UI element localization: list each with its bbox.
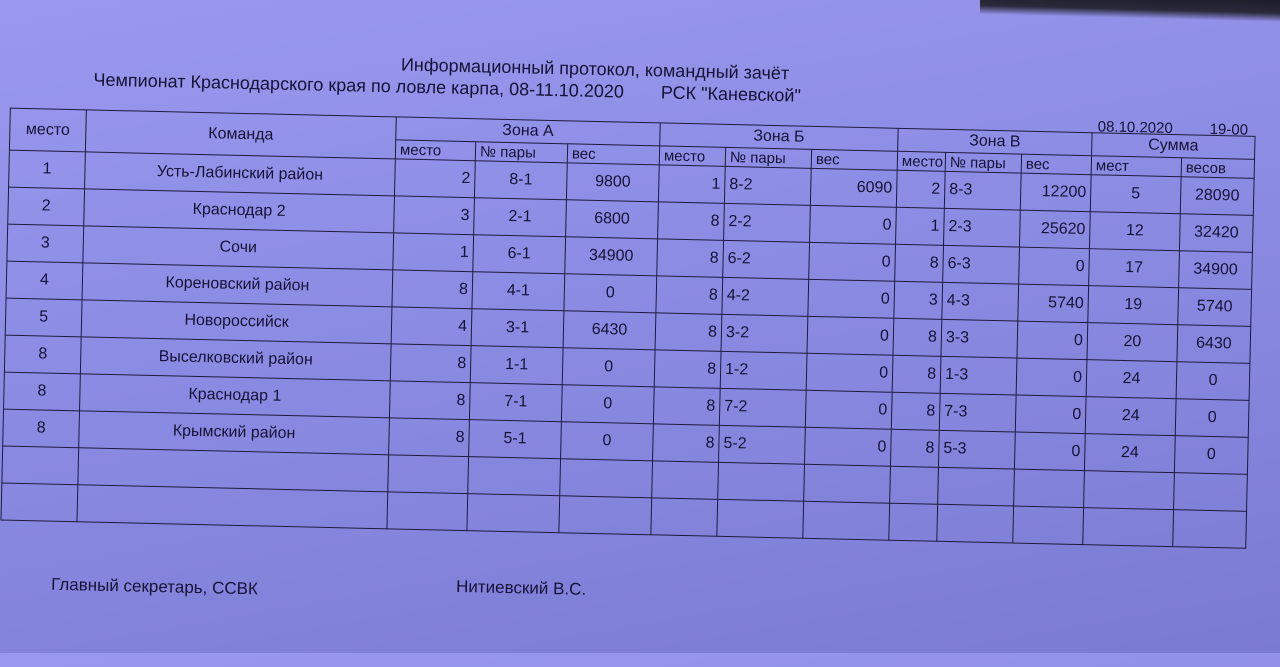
protocol-date: 08.10.2020 bbox=[1097, 118, 1173, 138]
row-zone-a-place: 8 bbox=[392, 270, 473, 309]
row-zone-b-place: 8 bbox=[653, 424, 720, 462]
row-zone-b-place: 8 bbox=[654, 350, 721, 388]
empty-cell bbox=[1174, 473, 1248, 512]
row-sum-weights: 34900 bbox=[1179, 251, 1253, 290]
header-place: место bbox=[9, 108, 86, 152]
row-zone-c-pair: 4-3 bbox=[942, 282, 1019, 321]
row-zone-b-weight: 0 bbox=[806, 353, 893, 392]
row-team: Усть-Лабинский район bbox=[85, 152, 396, 196]
row-team: Крымский район bbox=[79, 411, 390, 455]
row-sum-weights: 0 bbox=[1176, 362, 1250, 401]
row-place: 4 bbox=[6, 261, 83, 300]
row-zone-a-place: 4 bbox=[391, 307, 472, 346]
row-zone-b-pair: 6-2 bbox=[723, 240, 810, 279]
row-team: Краснодар 2 bbox=[84, 189, 395, 233]
subheader-c-weight: вес bbox=[1021, 154, 1091, 175]
row-zone-b-pair: 4-2 bbox=[722, 277, 809, 316]
subheader-a-place: место bbox=[395, 140, 475, 161]
subheader-b-pair: № пары bbox=[725, 147, 811, 168]
row-team: Сочи bbox=[83, 226, 394, 270]
row-sum-weights: 6430 bbox=[1177, 325, 1251, 364]
row-zone-c-pair: 6-3 bbox=[943, 245, 1020, 284]
empty-cell bbox=[559, 496, 652, 535]
row-team: Выселковский район bbox=[80, 337, 391, 381]
empty-cell bbox=[387, 492, 468, 531]
row-zone-c-weight: 0 bbox=[1019, 247, 1090, 286]
row-zone-a-place: 2 bbox=[394, 159, 475, 198]
row-zone-b-pair: 3-2 bbox=[721, 314, 808, 353]
empty-cell bbox=[388, 455, 469, 494]
row-sum-places: 24 bbox=[1085, 397, 1176, 436]
row-zone-a-pair: 5-1 bbox=[469, 420, 562, 459]
row-zone-a-weight: 0 bbox=[562, 348, 655, 387]
row-zone-c-place: 3 bbox=[894, 281, 943, 319]
row-zone-c-weight: 5740 bbox=[1018, 284, 1089, 323]
row-zone-c-place: 8 bbox=[895, 244, 944, 282]
row-sum-weights: 5740 bbox=[1178, 288, 1252, 327]
empty-cell bbox=[803, 501, 890, 540]
row-zone-a-pair: 2-1 bbox=[474, 198, 567, 237]
row-zone-a-weight: 0 bbox=[561, 422, 654, 461]
empty-cell bbox=[652, 461, 719, 499]
subheader-c-place: место bbox=[897, 151, 945, 171]
results-table bbox=[1, 108, 1256, 549]
empty-cell bbox=[2, 446, 79, 485]
empty-cell bbox=[1083, 508, 1174, 547]
row-zone-b-weight: 0 bbox=[807, 316, 894, 355]
row-place: 1 bbox=[9, 150, 86, 189]
row-sum-weights: 28090 bbox=[1180, 177, 1254, 216]
row-sum-places: 19 bbox=[1088, 286, 1179, 325]
row-zone-a-pair: 6-1 bbox=[473, 235, 566, 274]
row-zone-c-place: 1 bbox=[896, 207, 945, 245]
row-zone-a-weight: 34900 bbox=[565, 237, 658, 276]
row-place: 8 bbox=[4, 372, 81, 411]
row-zone-b-pair: 2-2 bbox=[724, 203, 811, 242]
row-zone-c-weight: 0 bbox=[1017, 321, 1088, 360]
row-zone-b-pair: 1-2 bbox=[720, 351, 807, 390]
row-zone-b-weight: 0 bbox=[805, 390, 892, 429]
row-zone-c-place: 8 bbox=[890, 429, 939, 467]
row-zone-c-place: 8 bbox=[892, 355, 941, 393]
empty-cell bbox=[1014, 469, 1085, 508]
row-zone-b-place: 1 bbox=[658, 165, 725, 203]
header-zone-c: Зона В bbox=[898, 128, 1092, 155]
subheader-sum-places: мест bbox=[1091, 156, 1181, 177]
secretary-name: Нитиевский В.С. bbox=[455, 576, 587, 599]
results-body bbox=[1, 150, 1254, 548]
row-zone-a-weight: 6800 bbox=[566, 200, 659, 239]
row-zone-b-pair: 8-2 bbox=[724, 166, 811, 205]
row-zone-a-place: 8 bbox=[390, 344, 471, 383]
row-place: 8 bbox=[4, 335, 81, 374]
row-zone-b-place: 8 bbox=[656, 276, 723, 314]
row-zone-b-weight: 0 bbox=[804, 427, 891, 466]
row-sum-places: 24 bbox=[1086, 360, 1177, 399]
row-zone-b-place: 8 bbox=[655, 313, 722, 351]
row-zone-c-weight: 0 bbox=[1015, 395, 1086, 434]
row-zone-a-weight: 9800 bbox=[566, 163, 659, 202]
subheader-sum-weights: весов bbox=[1181, 158, 1254, 179]
row-zone-a-pair: 1-1 bbox=[470, 346, 563, 385]
header-team: Команда bbox=[85, 110, 396, 159]
row-zone-c-weight: 25620 bbox=[1019, 210, 1090, 249]
row-place: 5 bbox=[5, 298, 82, 337]
secretary-label: Главный секретарь, ССВК bbox=[50, 574, 259, 599]
subheader-b-place: место bbox=[659, 146, 725, 166]
row-zone-a-pair: 7-1 bbox=[469, 383, 562, 422]
row-team: Краснодар 1 bbox=[80, 374, 391, 418]
row-sum-places: 20 bbox=[1087, 323, 1178, 362]
row-zone-c-place: 2 bbox=[896, 170, 945, 208]
championship-name: Чемпионат Краснодарского края по ловле карпа, 08-11.10.2020 bbox=[93, 69, 625, 102]
row-zone-a-weight: 0 bbox=[561, 385, 654, 424]
row-zone-c-pair: 2-3 bbox=[944, 208, 1021, 247]
row-sum-places: 17 bbox=[1089, 249, 1180, 288]
protocol-time: 19-00 bbox=[1209, 120, 1249, 139]
row-team: Кореновский район bbox=[82, 263, 393, 307]
row-zone-c-weight: 0 bbox=[1016, 358, 1087, 397]
subheader-a-pair: № пары bbox=[475, 142, 567, 163]
row-zone-a-place: 8 bbox=[389, 418, 470, 457]
row-zone-c-place: 8 bbox=[893, 318, 942, 356]
subheader-c-pair: № пары bbox=[945, 152, 1021, 173]
row-zone-c-pair: 5-3 bbox=[938, 430, 1015, 469]
empty-cell bbox=[889, 503, 938, 541]
row-zone-a-weight: 6430 bbox=[563, 311, 656, 350]
row-zone-a-place: 3 bbox=[394, 196, 475, 235]
row-team: Новороссийск bbox=[81, 300, 392, 344]
subheader-b-weight: вес bbox=[811, 149, 897, 170]
empty-cell bbox=[468, 457, 561, 496]
row-place: 3 bbox=[7, 224, 84, 263]
empty-cell bbox=[937, 504, 1014, 543]
row-zone-b-weight: 0 bbox=[808, 279, 895, 318]
row-zone-a-place: 8 bbox=[389, 381, 470, 420]
row-zone-a-place: 1 bbox=[393, 233, 474, 272]
row-zone-a-pair: 3-1 bbox=[471, 309, 564, 348]
empty-cell bbox=[1013, 506, 1084, 545]
row-sum-places: 24 bbox=[1084, 434, 1175, 473]
empty-cell bbox=[890, 466, 939, 504]
row-zone-c-pair: 7-3 bbox=[939, 393, 1016, 432]
subheader-a-weight: вес bbox=[567, 144, 659, 165]
document-title: Информационный протокол, командный зачёт bbox=[400, 54, 790, 84]
row-zone-a-weight: 0 bbox=[564, 274, 657, 313]
row-zone-b-place: 8 bbox=[657, 239, 724, 277]
row-zone-a-pair: 8-1 bbox=[474, 161, 567, 200]
empty-cell bbox=[938, 467, 1015, 506]
row-sum-places: 5 bbox=[1090, 175, 1181, 214]
empty-cell bbox=[560, 459, 653, 498]
empty-cell bbox=[718, 462, 805, 501]
row-place: 2 bbox=[8, 187, 85, 226]
row-zone-b-weight: 0 bbox=[809, 242, 896, 281]
row-zone-c-weight: 12200 bbox=[1020, 173, 1091, 212]
empty-cell bbox=[1173, 510, 1247, 549]
empty-cell bbox=[804, 464, 891, 503]
row-sum-weights: 32420 bbox=[1179, 214, 1253, 253]
empty-cell bbox=[717, 499, 804, 538]
empty-cell bbox=[77, 485, 388, 529]
row-zone-b-pair: 5-2 bbox=[719, 425, 806, 464]
row-place: 8 bbox=[3, 409, 80, 448]
row-zone-c-weight: 0 bbox=[1014, 432, 1085, 471]
row-sum-weights: 0 bbox=[1174, 436, 1248, 475]
row-zone-b-weight: 6090 bbox=[810, 168, 897, 207]
row-zone-c-pair: 3-3 bbox=[941, 319, 1018, 358]
row-zone-c-pair: 1-3 bbox=[940, 356, 1017, 395]
row-zone-a-pair: 4-1 bbox=[472, 272, 565, 311]
empty-cell bbox=[651, 498, 718, 536]
row-sum-places: 12 bbox=[1089, 212, 1180, 251]
row-zone-b-place: 8 bbox=[653, 387, 720, 425]
empty-cell bbox=[1, 483, 78, 522]
row-zone-c-pair: 8-3 bbox=[944, 171, 1021, 210]
empty-cell bbox=[1084, 471, 1175, 510]
row-zone-b-place: 8 bbox=[658, 202, 725, 240]
empty-cell bbox=[467, 494, 560, 533]
header-zone-a: Зона А bbox=[396, 117, 660, 146]
header-sum: Сумма bbox=[1092, 133, 1255, 160]
row-sum-weights: 0 bbox=[1175, 399, 1249, 438]
row-zone-b-pair: 7-2 bbox=[719, 388, 806, 427]
header-zone-b: Зона Б bbox=[660, 123, 898, 151]
venue-name: РСК "Каневской" bbox=[660, 82, 802, 106]
row-zone-c-place: 8 bbox=[891, 392, 940, 430]
row-zone-b-weight: 0 bbox=[810, 205, 897, 244]
